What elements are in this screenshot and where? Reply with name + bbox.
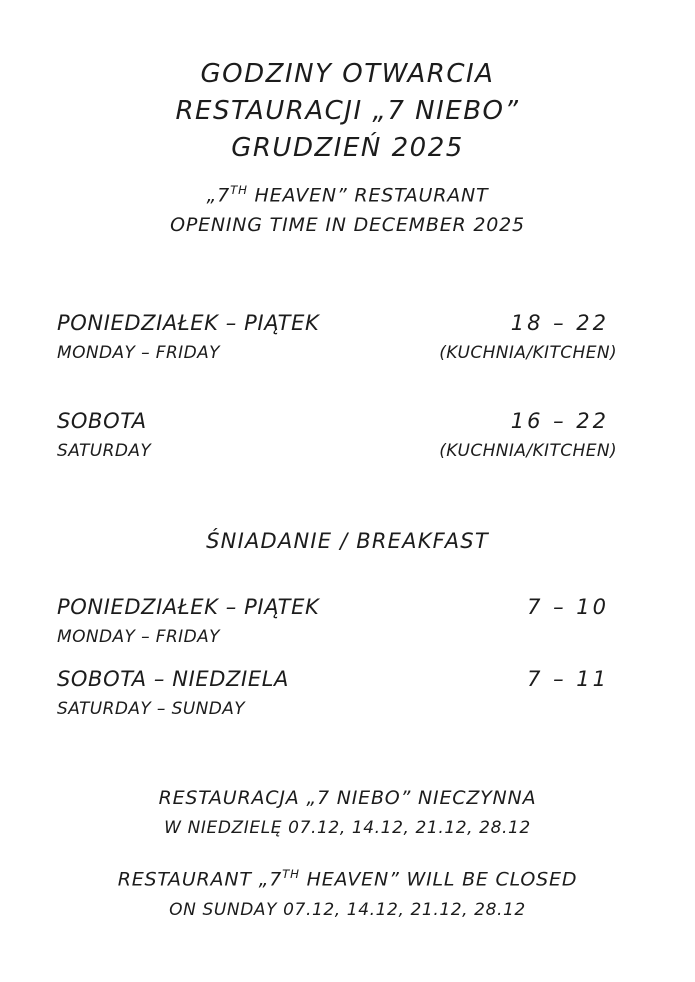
empty-note: [527, 626, 617, 648]
closed-pl-line-2: W NIEDZIELĘ 07.12, 14.12, 21.12, 28.12: [164, 818, 531, 839]
subtitle-en-post: HEAVEN” RESTAURANT: [247, 184, 489, 207]
breakfast-hours-section: [0, 594, 695, 720]
title-line-pl-3: GRUDZIEŃ 2025: [231, 133, 464, 163]
subtitle-line-en-2: OPENING TIME IN DECEMBER 2025: [170, 214, 525, 237]
closed-notice-pl: [0, 782, 695, 842]
title-line-pl-2: RESTAURACJI „7 NIEBO”: [175, 96, 520, 126]
days-label-pl: PONIEDZIAŁEK – PIĄTEK: [57, 311, 320, 336]
days-label-en: MONDAY – FRIDAY: [57, 627, 220, 648]
days-label-pl: PONIEDZIAŁEK – PIĄTEK: [57, 595, 320, 620]
document-title-block: [0, 56, 695, 167]
closed-notice-en: [0, 858, 695, 923]
dinner-hours-section: [0, 310, 695, 462]
document-subtitle-block: [0, 175, 695, 240]
time-range: 18 – 22: [510, 311, 609, 336]
closed-en-superscript: TH: [282, 867, 300, 882]
days-label-pl: SOBOTA: [57, 409, 147, 434]
closed-en-pre: RESTAURANT „7: [117, 868, 283, 891]
time-range: 16 – 22: [510, 409, 609, 434]
subtitle-en-pre: „7: [206, 184, 231, 207]
time-range: 7 – 10: [527, 595, 609, 620]
subtitle-line-en-1: [0, 175, 695, 210]
empty-note: [527, 698, 617, 720]
time-range: 7 – 11: [527, 667, 609, 692]
subtitle-en-superscript: TH: [230, 183, 248, 197]
closed-en-post: HEAVEN” WILL BE CLOSED: [299, 868, 578, 891]
kitchen-note: (KUCHNIA/KITCHEN): [439, 343, 617, 364]
days-label-en: SATURDAY: [57, 441, 152, 462]
days-label-pl: SOBOTA – NIEDZIELA: [57, 667, 289, 692]
kitchen-note: (KUCHNIA/KITCHEN): [439, 441, 617, 462]
closed-en-line-1: [0, 858, 695, 895]
hours-row-saturday: [57, 408, 617, 462]
closed-notice-block: [0, 782, 695, 923]
closed-pl-line-1: RESTAURACJA „7 NIEBO” NIECZYNNA: [158, 787, 537, 810]
hours-row-breakfast-weekend: [57, 666, 617, 720]
title-line-pl-1: GODZINY OTWARCIA: [200, 59, 495, 89]
hours-row-breakfast-weekdays: [57, 594, 617, 648]
breakfast-heading: ŚNIADANIE / BREAKFAST: [206, 529, 489, 554]
days-label-en: MONDAY – FRIDAY: [57, 343, 220, 364]
hours-row-weekdays: [57, 310, 617, 364]
closed-en-line-2: ON SUNDAY 07.12, 14.12, 21.12, 28.12: [169, 899, 526, 920]
days-label-en: SATURDAY – SUNDAY: [57, 699, 246, 720]
